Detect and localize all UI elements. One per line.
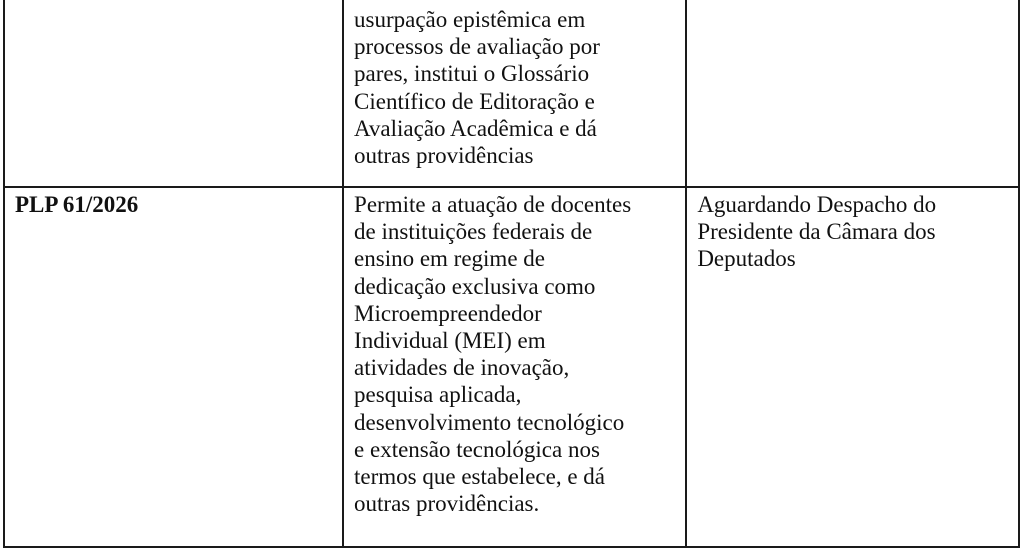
bill-description-cell xyxy=(343,0,686,187)
description-line: e extensão tecnológica nos xyxy=(354,436,600,462)
description-line: Avaliação Acadêmica e dá xyxy=(354,115,597,141)
status-line: Aguardando Despacho do xyxy=(697,192,937,217)
description-line: Científico de Editoração e xyxy=(354,88,595,114)
table-row xyxy=(4,0,1019,187)
status-line: Deputados xyxy=(697,246,796,272)
bill-status-cell xyxy=(686,0,1019,187)
bills-table xyxy=(3,0,1020,548)
description-line: pesquisa aplicada, xyxy=(354,382,522,408)
description-line: desenvolvimento tecnológico xyxy=(354,409,625,435)
bill-number-cell xyxy=(4,0,343,187)
table-row xyxy=(4,187,1019,547)
description-line: usurpação epistêmica em xyxy=(354,7,586,32)
description-line: Individual (MEI) em xyxy=(354,328,546,354)
bill-description-cell xyxy=(343,187,686,547)
bill-status-cell xyxy=(686,187,1019,547)
description-line: outras providências. xyxy=(354,491,540,517)
description-line: de instituições federais de xyxy=(354,219,593,245)
description-line: Microempreendedor xyxy=(354,300,542,326)
status-line: Presidente da Câmara dos xyxy=(697,219,936,245)
description-line: termos que estabelece, e dá xyxy=(354,464,605,490)
bill-number: PLP 61/2026 xyxy=(15,192,139,217)
description-line: ensino em regime de xyxy=(354,246,545,272)
description-line: pares, institui o Glossário xyxy=(354,61,590,87)
description-line: outras providências xyxy=(354,143,534,169)
description-line: processos de avaliação por xyxy=(354,34,600,60)
description-line: atividades de inovação, xyxy=(354,355,570,381)
description-line: dedicação exclusiva como xyxy=(354,273,596,299)
bill-number-cell xyxy=(4,187,343,547)
description-line: Permite a atuação de docentes xyxy=(354,192,632,217)
